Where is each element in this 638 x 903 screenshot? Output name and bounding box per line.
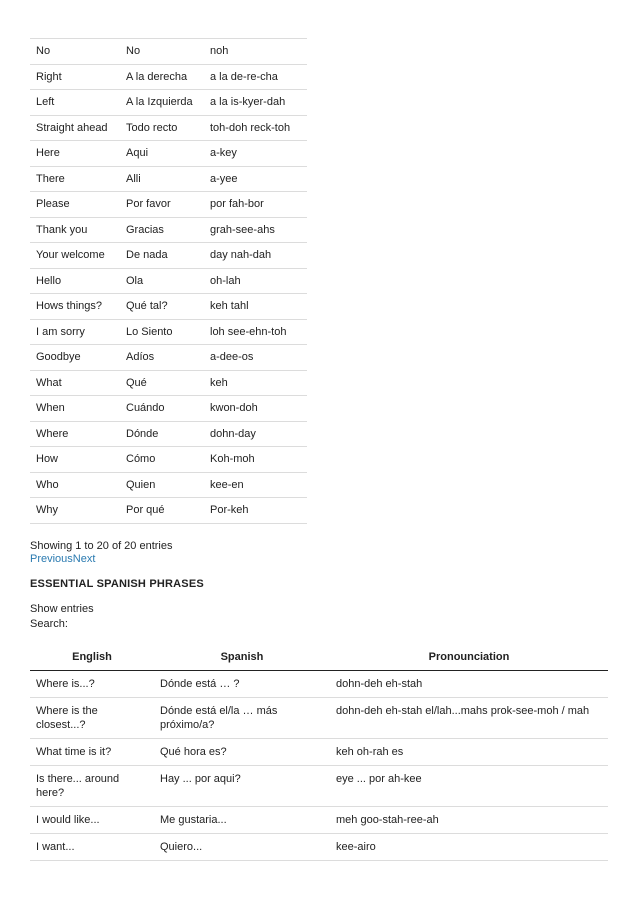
table-cell: Dónde [120,421,204,447]
table-cell: Hello [30,268,120,294]
table-cell: oh-lah [204,268,307,294]
table-cell: keh oh-rah es [330,738,608,765]
table-row [30,345,307,371]
table-cell: Cómo [120,447,204,473]
table-row [30,447,307,473]
table-info-text: Showing 1 to 20 of 20 entries [30,539,173,552]
table-cell: Koh-moh [204,447,307,473]
table-cell: Goodbye [30,345,120,371]
table-cell: Dónde está el/la … más próximo/a? [154,697,330,738]
column-header-english[interactable]: English [30,644,154,671]
table-cell: grah-see-ahs [204,217,307,243]
table-cell: A la derecha [120,64,204,90]
table-cell: Is there... around here? [30,765,154,806]
table-row [30,697,608,738]
table-cell: There [30,166,120,192]
table-cell: Quiero... [154,833,330,860]
table-cell: Straight ahead [30,115,120,141]
table-cell: Qué tal? [120,294,204,320]
previous-link[interactable]: Previous [30,552,73,565]
table-cell: Hows things? [30,294,120,320]
table-cell: Por qué [120,498,204,524]
table-cell: I want... [30,833,154,860]
table-row [30,115,307,141]
table-cell: Your welcome [30,243,120,269]
table-cell: Todo recto [120,115,204,141]
table-cell: Me gustaria... [154,806,330,833]
table-cell: toh-doh reck-toh [204,115,307,141]
table-cell: por fah-bor [204,192,307,218]
table-cell: a-dee-os [204,345,307,371]
search-label: Search: [30,617,68,630]
table-row [30,421,307,447]
table-cell: Dónde está … ? [160,677,240,690]
table-cell: Who [30,472,120,498]
table-cell: Where [30,421,120,447]
phrases-table [30,644,608,861]
table-cell: Por-keh [204,498,307,524]
table-cell: No [120,39,204,65]
table-row [30,806,608,833]
page-content [30,0,608,861]
table-cell: I am sorry [30,319,120,345]
table-cell: Where is the closest...? [30,697,154,738]
table-cell: Where is...? [36,677,95,690]
table-row [30,217,307,243]
table-cell: a-key [204,141,307,167]
table-cell: noh [204,39,307,65]
table-cell: Gracias [120,217,204,243]
table-cell: kwon-doh [204,396,307,422]
table-row [30,166,307,192]
table-cell: Hay ... por aqui? [154,765,330,806]
table-row [30,319,307,345]
table-cell: kee-airo [330,833,608,860]
table-cell: kee-en [204,472,307,498]
table-row [30,472,307,498]
table-cell: Qué [120,370,204,396]
pagination [30,553,608,566]
section-heading: ESSENTIAL SPANISH PHRASES [30,577,204,590]
table-row [30,670,608,697]
table-row [30,90,307,116]
phrases-table-header-row [30,644,608,671]
table-row [30,243,307,269]
table-cell: Quien [120,472,204,498]
table-cell: dohn-deh eh-stah [336,677,423,690]
table-cell: What time is it? [30,738,154,765]
show-entries-label: Show entries [30,602,94,615]
table-cell: loh see-ehn-toh [204,319,307,345]
table-row [30,833,608,860]
table-cell: De nada [120,243,204,269]
table-row [30,738,608,765]
table-cell: a la de-re-cha [204,64,307,90]
table-cell: keh [204,370,307,396]
table-cell: Right [30,64,120,90]
table-cell: Why [30,498,120,524]
table-cell: How [30,447,120,473]
table-cell: Here [30,141,120,167]
table-cell: Alli [120,166,204,192]
table-cell: a-yee [204,166,307,192]
column-header-spanish[interactable]: Spanish [154,644,330,671]
table-cell: Por favor [120,192,204,218]
table-cell: Left [30,90,120,116]
table-row [30,294,307,320]
next-link[interactable]: Next [72,552,96,565]
table-cell: meh goo-stah-ree-ah [330,806,608,833]
table-cell: Ola [120,268,204,294]
table-cell: eye ... por ah-kee [330,765,608,806]
table-row [30,268,307,294]
table-cell: dohn-deh eh-stah el/lah...mahs prok-see-moh / mah [330,697,608,738]
table-cell: a la is-kyer-dah [204,90,307,116]
basic-words-table [30,38,307,524]
table-cell: What [30,370,120,396]
table-cell: A la Izquierda [120,90,204,116]
table-cell: Aqui [120,141,204,167]
table-row [30,765,608,806]
table-cell: day nah-dah [204,243,307,269]
table-cell: Thank you [30,217,120,243]
column-header-pronounciation[interactable]: Pronounciation [330,644,608,671]
table-cell: Lo Siento [120,319,204,345]
table-cell: Cuándo [120,396,204,422]
table-cell: dohn-day [204,421,307,447]
table-row [30,192,307,218]
table-row [30,370,307,396]
table-row [30,498,307,524]
table-row [30,396,307,422]
table-row [30,64,307,90]
table-cell: No [30,39,120,65]
table-row [30,141,307,167]
table-cell: Qué hora es? [154,738,330,765]
table-cell: keh tahl [204,294,307,320]
table-cell: When [30,396,120,422]
table-row [30,39,307,65]
table-cell: Adíos [120,345,204,371]
table-cell: Please [30,192,120,218]
table-cell: I would like... [30,806,154,833]
